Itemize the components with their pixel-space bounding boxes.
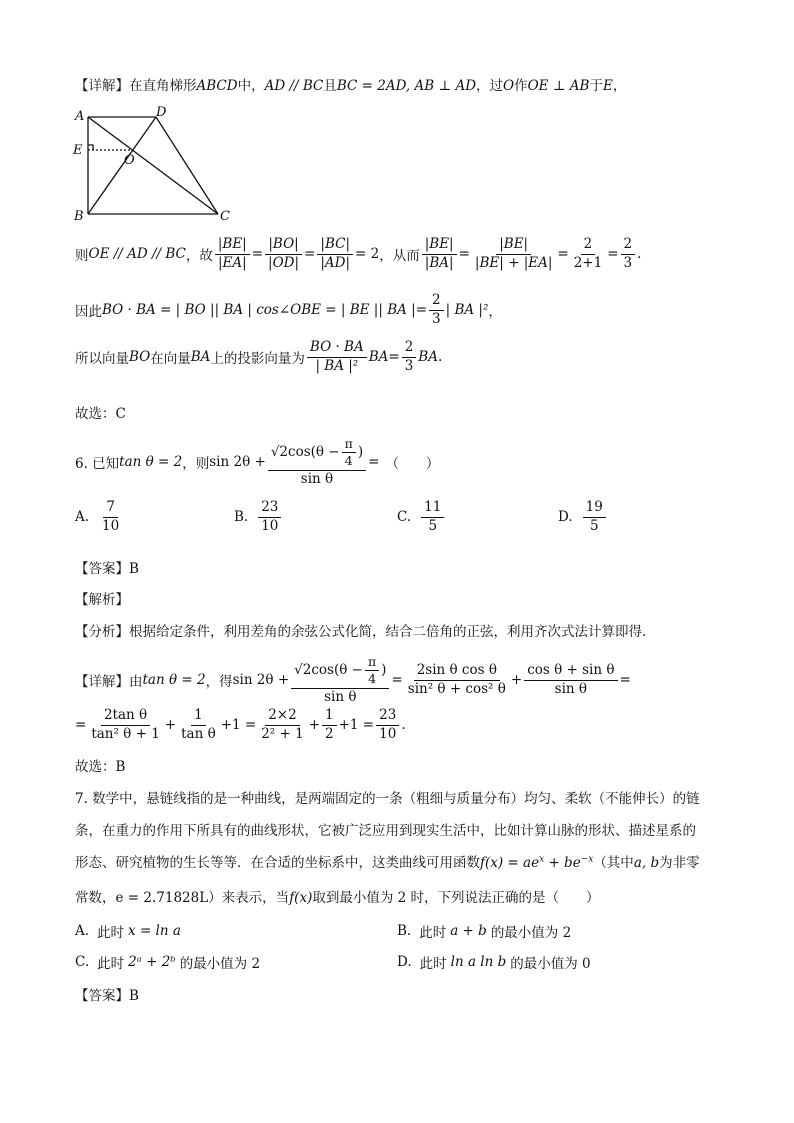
denominator: 5	[428, 517, 438, 534]
text: =	[557, 246, 569, 263]
answer-6	[75, 557, 139, 577]
numerator: 1	[322, 708, 337, 726]
numerator: π	[365, 655, 379, 671]
numerator	[291, 655, 389, 689]
detail-intro	[75, 74, 626, 94]
text: ，从而	[379, 248, 420, 265]
q7-option-c[interactable]	[75, 952, 260, 972]
answer-7	[75, 984, 139, 1004]
q7-option-a[interactable]	[75, 921, 185, 941]
math: a + b	[450, 923, 487, 939]
text: ，则	[182, 456, 210, 473]
fraction	[583, 500, 606, 534]
text: +	[164, 717, 177, 734]
numerator: 2sin θ cos θ	[414, 663, 500, 681]
fraction	[402, 340, 417, 374]
denominator: | BA |²	[315, 357, 359, 374]
fraction	[376, 708, 399, 742]
text: .	[437, 349, 443, 366]
text: +	[510, 672, 523, 689]
option-label: B.	[397, 923, 412, 939]
denominator: 3	[623, 254, 633, 271]
math: ln a ln b	[450, 954, 507, 970]
denominator: 10	[261, 517, 279, 534]
text: ，	[612, 78, 627, 94]
text: 为非零	[659, 855, 700, 871]
label-d: D	[156, 105, 167, 120]
option-label: C.	[75, 954, 90, 970]
math: AD // BC	[264, 78, 324, 94]
text: = 2	[355, 246, 380, 263]
text: 此时	[419, 925, 447, 941]
numerator: |BE|	[422, 237, 457, 255]
math: BA	[368, 349, 389, 366]
text: （其中	[593, 855, 634, 871]
fraction	[307, 340, 367, 374]
detail-tag: 【详解】	[75, 78, 129, 94]
math: 2ᵃ + 2ᵇ	[128, 954, 176, 970]
fraction	[322, 708, 337, 742]
text: 的最小值为 2	[179, 956, 261, 972]
question-7-line1: 7. 数学中，悬链线指的是一种曲线，是两端固定的一条（粗细与质量分布）均匀、柔软（不能伸长）的链	[75, 791, 700, 807]
diagonal-ac	[88, 117, 218, 214]
answer-tag: 【答案】	[75, 561, 129, 577]
question-7-line2: 条，在重力的作用下所具有的曲线形状，它被广泛应用到现实生活中，比如计算山脉的形状、描述星系的	[75, 823, 696, 839]
analysis-text: 根据给定条件，利用差角的余弦公式化简，结合二倍角的正弦，利用齐次式法计算即得.	[129, 624, 647, 640]
fraction	[258, 500, 281, 534]
fraction	[405, 663, 509, 697]
option-b[interactable]	[234, 500, 283, 534]
answer-value: B	[129, 988, 139, 1004]
fraction	[421, 500, 444, 534]
text: =	[391, 672, 403, 689]
text: 此时	[419, 956, 447, 972]
math: + be	[544, 855, 581, 871]
option-label: A.	[75, 923, 90, 939]
text: 在直角梯形	[129, 78, 197, 94]
numerator	[268, 437, 366, 471]
fraction	[472, 237, 555, 271]
denominator: |AD|	[320, 254, 351, 271]
text: 于	[589, 78, 603, 94]
math: sin 2θ +	[232, 672, 290, 689]
numerator: 2	[581, 237, 596, 255]
denominator: sin θ	[300, 470, 334, 487]
denominator: 5	[589, 517, 599, 534]
fraction	[365, 655, 379, 687]
detail-6-line1	[75, 655, 631, 705]
analysis-tag: 【解析】	[75, 592, 129, 608]
denominator: 4	[344, 453, 353, 469]
denominator: tan² θ + 1	[91, 725, 160, 742]
denominator: 10	[379, 725, 397, 742]
fraction	[99, 500, 122, 534]
text: 形态、研究植物的生长等等．在合适的坐标系中，这类曲线可用函数	[75, 855, 480, 871]
denominator: 2+1	[573, 254, 603, 271]
numerator: BO · BA	[307, 340, 367, 358]
ratio-line	[75, 237, 641, 271]
math: BO	[129, 349, 151, 366]
text: 常数，	[75, 890, 116, 906]
question-7-line3	[75, 851, 700, 871]
analysis-6	[75, 620, 646, 640]
text: 且	[323, 78, 337, 94]
text: ）来表示，当	[208, 890, 290, 906]
math: BO · BA = | BO || BA | cos∠OBE = | BE || BA |=	[102, 302, 428, 319]
text: ，得	[205, 674, 233, 691]
fraction	[571, 237, 606, 271]
text: ，故	[185, 248, 213, 265]
denominator: 2	[325, 725, 334, 742]
math: O	[503, 78, 515, 94]
question-6	[75, 437, 439, 487]
fraction	[621, 237, 636, 271]
numerator: |BE|	[215, 237, 250, 255]
text: 上的投影向量为	[210, 351, 305, 368]
q7-option-d[interactable]	[397, 952, 591, 972]
math: OE ⊥ AB	[527, 78, 590, 94]
detail-tag: 【详解】	[75, 674, 129, 691]
denominator: sin θ	[554, 680, 588, 697]
option-label: B.	[234, 509, 249, 526]
text: 因此	[75, 304, 102, 321]
text: =	[75, 717, 87, 734]
numerator: |BE|	[496, 237, 531, 255]
label-e: E	[73, 143, 83, 158]
text: +	[308, 717, 321, 734]
edge-dc	[156, 117, 218, 214]
fraction	[317, 237, 353, 271]
numerator: cos θ + sin θ	[524, 663, 617, 681]
projection-line	[75, 340, 442, 374]
math: ABCD	[196, 78, 238, 94]
math: a, b	[633, 855, 660, 871]
answer-tag: 【答案】	[75, 988, 129, 1004]
text: =	[304, 246, 316, 263]
numerator: 19	[583, 500, 606, 518]
dot-product-line	[75, 293, 502, 327]
math: x = ln a	[128, 923, 181, 939]
text: 中，	[237, 78, 265, 94]
numerator: 23	[258, 500, 281, 518]
denominator: 4	[368, 671, 377, 687]
label-c: C	[220, 209, 230, 224]
denominator: 10	[102, 517, 120, 534]
math: sin 2θ +	[209, 454, 266, 471]
math: tan θ = 2	[119, 454, 183, 471]
option-label: D.	[558, 509, 573, 526]
option-d[interactable]	[558, 500, 608, 534]
trapezoid-figure	[70, 104, 240, 226]
fraction	[88, 708, 162, 742]
fraction	[258, 708, 306, 742]
denominator: 3	[432, 310, 441, 327]
math: E	[602, 78, 613, 94]
text: 作	[514, 78, 528, 94]
denominator: sin² θ + cos² θ	[407, 680, 506, 697]
text: 的最小值为 2	[490, 925, 572, 941]
fraction	[429, 293, 444, 327]
math: tan θ = 2	[142, 672, 206, 689]
denominator: |BE| + |EA|	[474, 254, 553, 271]
math: BA	[418, 349, 438, 366]
option-label: D.	[397, 954, 412, 970]
math: | BA |²	[445, 302, 489, 319]
fraction	[215, 237, 250, 271]
numerator: 2×2	[265, 708, 300, 726]
numerator: |BC|	[317, 237, 353, 255]
text: 的最小值为 0	[510, 956, 591, 972]
numerator: 2tan θ	[101, 708, 150, 726]
numerator: 2	[402, 340, 417, 358]
text: =	[607, 246, 619, 263]
text: =	[251, 246, 264, 263]
numerator: 2	[429, 293, 444, 311]
numerator: 2	[621, 237, 636, 255]
math: OE // AD // BC	[88, 246, 186, 263]
right-angle-mark	[88, 145, 93, 150]
text: 6. 已知	[75, 456, 120, 473]
math: BC = 2AD, AB ⊥ AD	[336, 78, 477, 94]
denominator: |OD|	[268, 254, 300, 271]
fraction	[422, 237, 457, 271]
denominator: tan θ	[181, 725, 216, 742]
math: x	[539, 854, 545, 865]
fraction	[524, 663, 617, 697]
option-a[interactable]	[75, 500, 124, 534]
text: √2cos(θ −	[294, 662, 363, 679]
text: 取到最小值为 2 时，下列说法正确的是（ ）	[312, 890, 600, 906]
option-label: A.	[75, 509, 90, 526]
denominator: |BA|	[424, 254, 454, 271]
text: √2cos(θ −	[270, 444, 340, 461]
label-a: A	[75, 109, 85, 124]
text: ，	[488, 304, 502, 321]
detail-6-line2	[75, 708, 406, 742]
answer-5: 故选：C	[75, 406, 126, 422]
text: .	[401, 717, 406, 734]
math: −x	[580, 854, 594, 865]
text: .	[637, 246, 642, 263]
answer-value: B	[129, 561, 139, 577]
fraction	[268, 437, 366, 487]
numerator: π	[342, 437, 356, 453]
numerator: |BO|	[265, 237, 301, 255]
text: =	[388, 349, 400, 366]
label-o: O	[124, 153, 135, 168]
question-7-line4	[75, 886, 600, 906]
option-c[interactable]	[397, 500, 446, 534]
text: 在向量	[150, 351, 191, 368]
text: +1 =	[338, 717, 375, 734]
text: 则	[75, 248, 89, 265]
math: f(x) = ae	[480, 855, 540, 871]
denominator: |EA|	[217, 254, 247, 271]
numerator: 11	[421, 500, 444, 518]
option-label: C.	[397, 509, 412, 526]
numerator: 23	[376, 708, 399, 726]
label-b: B	[74, 209, 84, 224]
text: 所以向量	[75, 351, 129, 368]
math: e = 2.71828L	[115, 890, 209, 906]
text: （ ）	[385, 456, 440, 473]
numerator: 7	[103, 500, 118, 518]
text: 由	[129, 674, 143, 691]
text: 此时	[97, 925, 125, 941]
math: BA	[190, 349, 211, 366]
text: ，过	[476, 78, 504, 94]
text: =	[619, 672, 631, 689]
denominator: 3	[404, 357, 414, 374]
text: =	[458, 246, 470, 263]
denominator: 2² + 1	[261, 725, 304, 742]
text: =	[368, 454, 380, 471]
fraction	[265, 237, 302, 271]
numerator: 1	[191, 708, 206, 726]
fraction	[342, 437, 356, 469]
analysis-label: 【分析】	[75, 624, 129, 640]
fraction	[178, 708, 219, 742]
diagonal-bd	[88, 117, 156, 214]
fraction	[291, 655, 389, 705]
math: f(x)	[289, 890, 313, 906]
answer-6b: 故选：B	[75, 759, 126, 775]
q7-option-b[interactable]	[397, 921, 571, 941]
denominator: sin θ	[324, 688, 357, 705]
text: )	[381, 662, 387, 679]
text: +1 =	[220, 717, 257, 734]
text: )	[357, 444, 364, 461]
text: 此时	[97, 956, 125, 972]
